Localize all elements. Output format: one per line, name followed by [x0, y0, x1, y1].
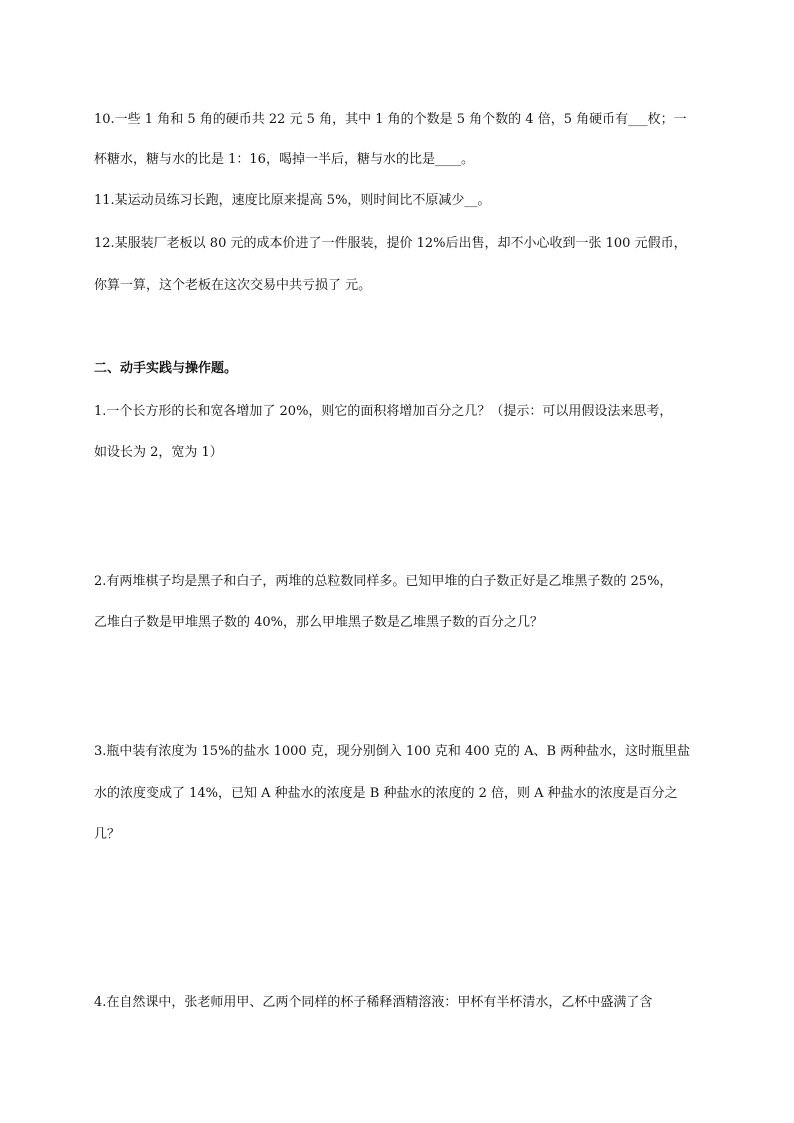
practice-question-1-line-1: 1.一个长方形的长和宽各增加了 20%，则它的面积将增加百分之几？（提示：可以用假设法来思考， [94, 404, 673, 419]
question-10-line-2: 杯糖水，糖与水的比是 1：16，喝掉一半后，糖与水的比是____。 [94, 152, 474, 167]
practice-question-3-line-2: 水的浓度变成了 14%，已知 A 种盐水的浓度是 B 种盐水的浓度的 2 倍，则 A 种盐水的浓度是百分之 [94, 786, 678, 801]
practice-question-3-line-1: 3.瓶中装有浓度为 15%的盐水 1000 克，现分别倒入 100 克和 400 克的 A、B 两种盐水，这时瓶里盐 [94, 744, 691, 759]
practice-question-3-line-3: 几？ [94, 827, 121, 842]
practice-question-2-line-2: 乙堆白子数是甲堆黑子数的 40%，那么甲堆黑子数是乙堆黑子数的百分之几？ [94, 615, 544, 630]
question-12-line-2: 你算一算，这个老板在这次交易中共亏损了 元。 [94, 278, 372, 293]
practice-question-2-line-1: 2.有两堆棋子均是黑子和白子，两堆的总粒数同样多。已知甲堆的白子数正好是乙堆黑子数的 25%， [94, 574, 673, 589]
question-10-line-1: 10.一些 1 角和 5 角的硬币共 22 元 5 角，其中 1 角的个数是 5 角个数的 4 倍，5 角硬币有___枚；一 [94, 112, 687, 127]
practice-question-4-line-1: 4.在自然课中，张老师用甲、乙两个同样的杯子稀释酒精溶液：甲杯有半杯清水，乙杯中盛满了含 [94, 995, 653, 1010]
question-11: 11.某运动员练习长跑，速度比原来提高 5%，则时间比不原减少__。 [94, 193, 491, 208]
section-2-heading: 二、动手实践与操作题。 [94, 361, 238, 376]
practice-question-1-line-2: 如设长为 2，宽为 1） [94, 445, 223, 460]
question-12-line-1: 12.某服装厂老板以 80 元的成本价进了一件服装，提价 12%后出售，却不小心收到一张 100 元假币， [94, 236, 687, 251]
